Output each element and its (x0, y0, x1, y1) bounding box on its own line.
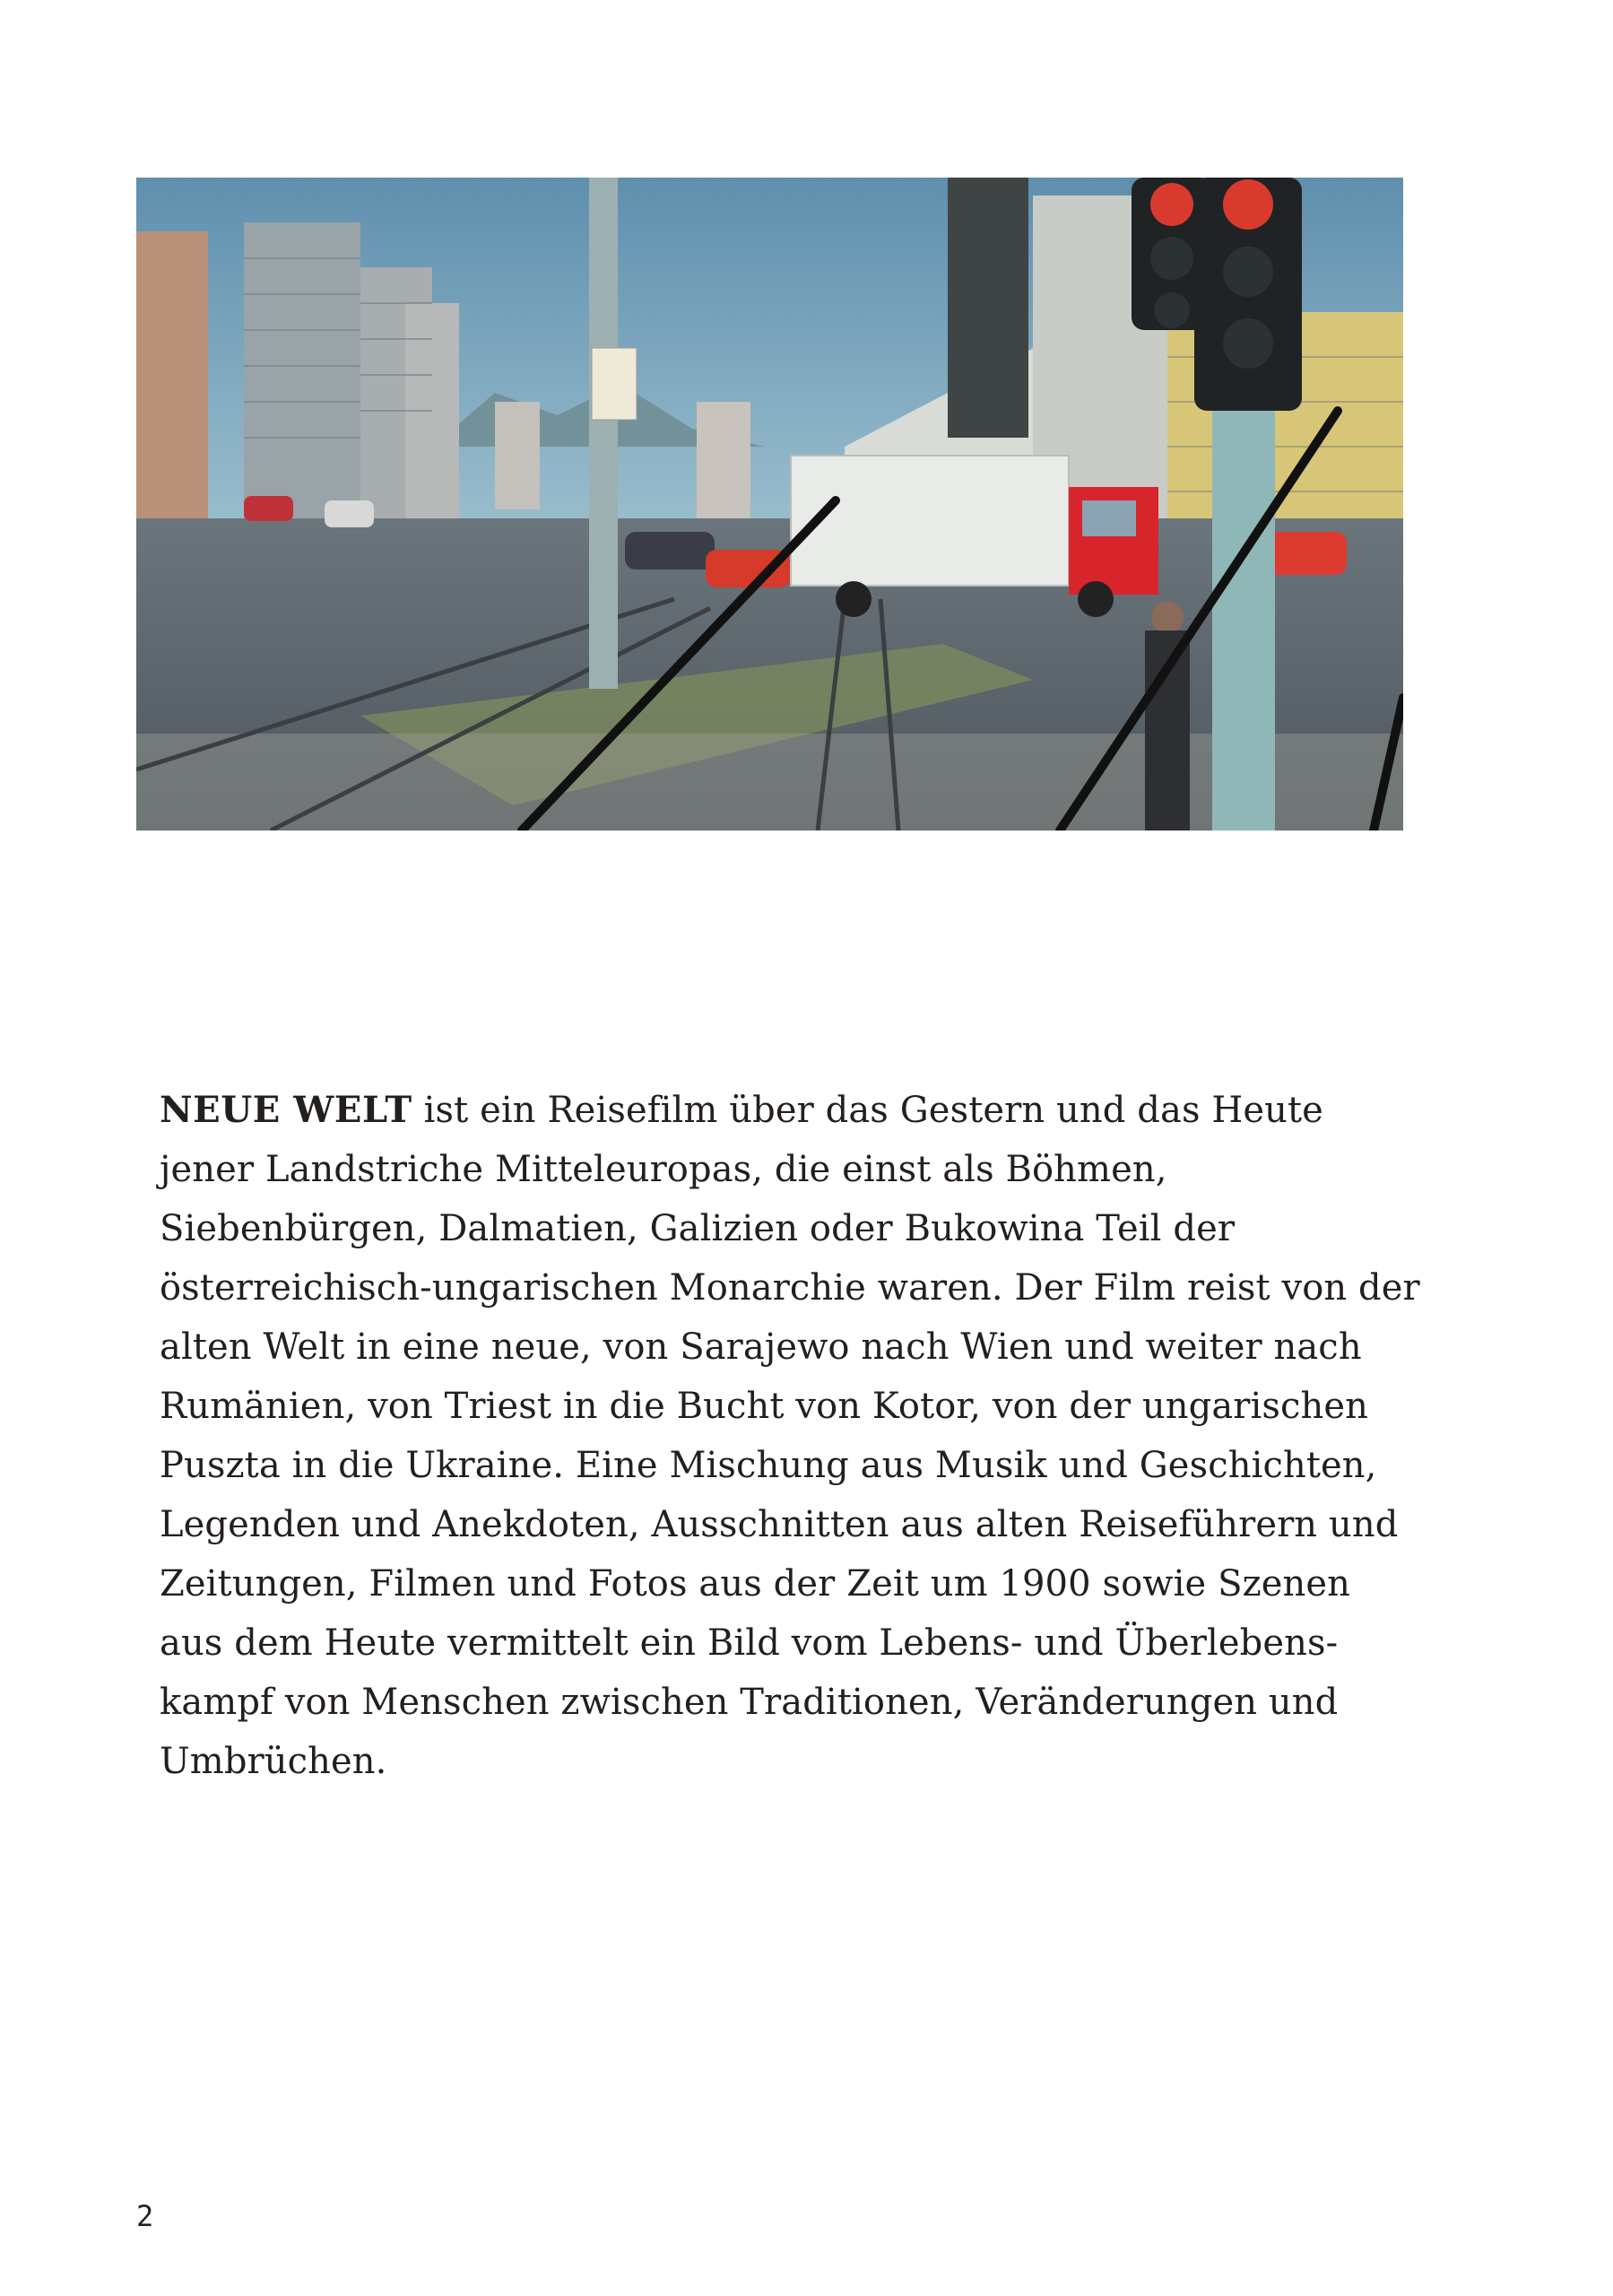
pole-poster (592, 348, 637, 420)
traffic-signal-right (1194, 178, 1302, 411)
tower-block-4 (495, 402, 540, 509)
car-dark (625, 532, 715, 570)
building-left-old (136, 231, 208, 554)
text-line-2: jener Landstriche Mitteleuropas, die einst als Böhmen, (160, 1149, 1167, 1190)
car-2 (325, 500, 374, 527)
car-red-right (1266, 532, 1347, 575)
film-description (160, 1081, 1433, 1791)
text-line-9: Zeitungen, Filmen und Fotos aus der Zeit um 1900 sowie Szenen (160, 1563, 1351, 1605)
text-line-4: österreichisch-ungarischen Monarchie waren. Der Film reist von der (160, 1267, 1420, 1309)
text-line-6: Rumänien, von Triest in die Bucht von Kotor, von der ungarischen (160, 1386, 1369, 1427)
street-scene-illustration (136, 178, 1403, 831)
text-line-10: aus dem Heute vermittelt ein Bild vom Lebens- und Überlebens- (160, 1622, 1339, 1664)
street-photo (136, 178, 1403, 831)
text-line-8: Legenden und Anekdoten, Ausschnitten aus alten Reiseführern und (160, 1504, 1399, 1545)
film-title: NEUE WELT (160, 1089, 412, 1131)
car-1 (244, 496, 293, 521)
text-line-11: kampf von Menschen zwischen Traditionen, Veränderungen und (160, 1682, 1339, 1723)
pedestrian (1145, 601, 1190, 831)
text-line-1 (160, 1081, 1433, 1140)
tower-block-1 (244, 222, 360, 527)
text-line-1-rest: ist ein Reisefilm über das Gestern und das Heute (412, 1090, 1323, 1131)
text-line-3: Siebenbürgen, Dalmatien, Galizien oder Bukowina Teil der (160, 1208, 1236, 1249)
page-number: 2 (136, 2199, 154, 2233)
text-line-5: alten Welt in eine neue, von Sarajewo nach Wien und weiter nach (160, 1326, 1362, 1368)
text-line-12: Umbrüchen. (160, 1741, 387, 1782)
pole-center (589, 178, 618, 689)
billboard (948, 178, 1028, 438)
text-line-7: Puszta in die Ukraine. Eine Mischung aus Musik und Geschichten, (160, 1445, 1377, 1486)
tower-block-5 (697, 402, 750, 518)
